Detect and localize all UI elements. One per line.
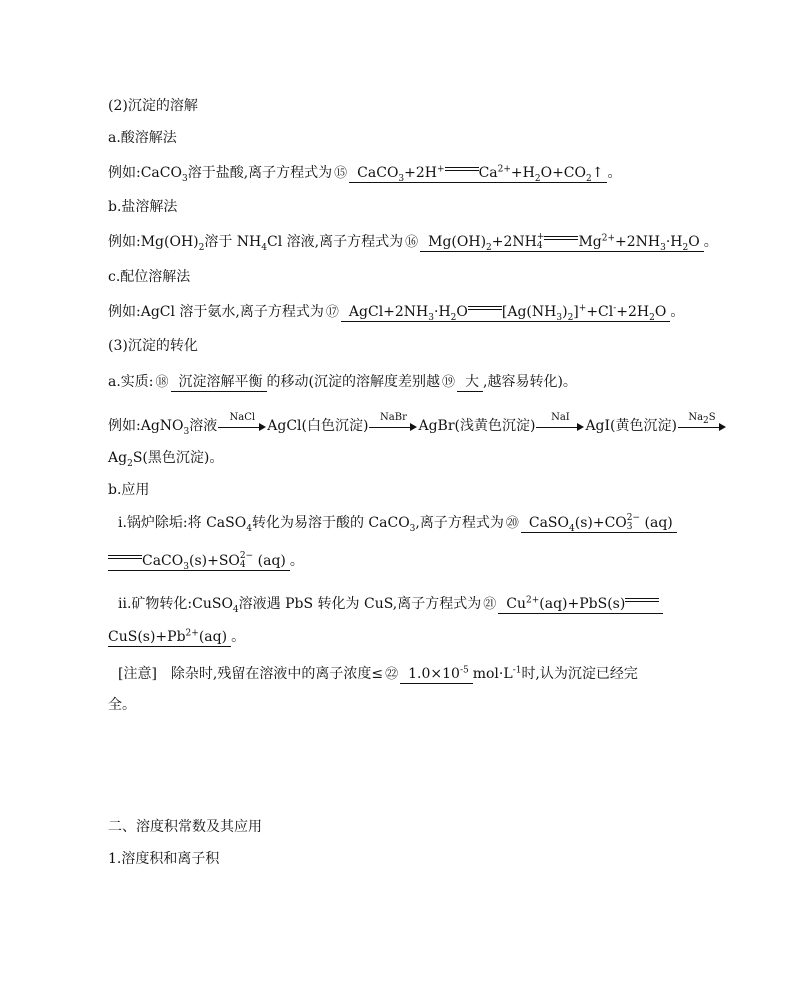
marker-16: ⑯ bbox=[405, 235, 419, 250]
marker-19: ⑲ bbox=[442, 375, 456, 390]
answer-20-part1: CaSO$_4$(s)+CO2− 3 (aq) bbox=[521, 514, 677, 533]
application-title: b.应用 bbox=[108, 482, 150, 498]
mineral-conversion-line1: ⅱ.矿物转化:CuSO$_4$溶液遇 PbS 转化为 CuS,离子方程式为 ㉑ $Cu^{2+}(aq)+PbS(s)$ bbox=[118, 594, 663, 615]
salt-dissolution-title: b.盐溶解法 bbox=[108, 199, 178, 215]
mineral-conversion-line2: $CuS(s)+Pb^{2+}(aq)$ 。 bbox=[108, 628, 246, 645]
answer-18: 沉淀溶解平衡 bbox=[171, 373, 267, 392]
answer-16: $Mg(OH)_2+2NH+$ 4 $Mg^{2+}+2NH_3\cdot H_2O$ bbox=[420, 233, 704, 252]
marker-21: ㉑ bbox=[483, 597, 497, 612]
marker-20: ⑳ bbox=[505, 516, 519, 531]
marker-15: ⑮ bbox=[334, 166, 348, 181]
answer-15: CaCO$_3$+2H+ $Ca^{2+}+H_2O+CO_2↑$ bbox=[349, 164, 607, 183]
marker-18: ⑱ bbox=[155, 375, 169, 390]
reaction-arrow-na2s: $Na_2S$ bbox=[678, 418, 726, 432]
acid-dissolution-title: a.酸溶解法 bbox=[108, 130, 177, 146]
coordination-example: 例如:AgCl 溶于氨水,离子方程式为 ⑰ $AgCl+2NH_3\cdot H_2O$ $[Ag(NH_3)_2]^++Cl^-+2H_2O$ 。 bbox=[108, 303, 685, 323]
marker-22: ㉒ bbox=[385, 667, 399, 682]
marker-17: ⑰ bbox=[325, 305, 339, 320]
salt-example: 例如$:Mg(OH)_2$溶于 $NH_4Cl$ 溶液,离子方程式为 ⑯ $Mg(OH)_2+2NH+$ 4 $Mg^{2+}+2NH_3\cdot H_2O$ 。 bbox=[108, 232, 718, 253]
acid-example: 例如:CaCO$_3$溶于盐酸,离子方程式为 ⑮ CaCO$_3$+2H+ $Ca^{2+}+H_2O+CO_2↑$ 。 bbox=[108, 164, 622, 184]
part-two-heading: 二、溶度积常数及其应用 bbox=[108, 819, 262, 835]
boiler-descaling-line1: ⅰ.锅炉除垢:将 CaSO$_4$转化为易溶于酸的 CaCO$_3$,离子方程式为 ⑳ CaSO$_4$(s)+CO2− 3 (aq) bbox=[118, 513, 677, 534]
conversion-example: 例如:AgNO$_3$溶液 NaCl AgCl(白色沉淀) NaBr AgBr(浅黄色沉淀) NaI AgI(黄色沉淀) $Na_2S$ bbox=[108, 416, 727, 436]
reaction-arrow-nabr: NaBr bbox=[369, 418, 417, 432]
answer-21-part1: $Cu^{2+}(aq)+PbS(s)$ bbox=[498, 595, 663, 614]
note-line1: [注意] 除杂时,残留在溶液中的离子浓度≤ ㉒ $1.0\times 10^{-5}$ $mol\cdot L^{-1}$时,认为沉淀已经完 bbox=[118, 664, 638, 685]
answer-21-part2: $CuS(s)+Pb^{2+}(aq)$ bbox=[108, 628, 231, 647]
answer-19: 大 bbox=[457, 373, 483, 392]
note-line2: 全。 bbox=[108, 697, 136, 713]
reaction-arrow-nai: NaI bbox=[536, 418, 584, 432]
section-heading-dissolution: (2)沉淀的溶解 bbox=[108, 98, 198, 114]
section-heading-conversion: (3)沉淀的转化 bbox=[108, 338, 198, 354]
essence-line: a.实质: ⑱ 沉淀溶解平衡 的移动(沉淀的溶解度差别越 ⑲ 大 ,越容易转化)。 bbox=[108, 372, 577, 393]
answer-22: $1.0\times 10^{-5}$ bbox=[400, 665, 473, 684]
coordination-dissolution-title: c.配位溶解法 bbox=[108, 269, 191, 285]
answer-20-part2: CaCO$_3$(s)+SO2− 4 (aq) bbox=[108, 552, 290, 571]
boiler-descaling-line2: CaCO$_3$(s)+SO2− 4 (aq) 。 bbox=[108, 551, 304, 571]
conversion-example-end: $Ag_2S$(黑色沉淀)。 bbox=[108, 450, 224, 469]
item-one-heading: 1.溶度积和离子积 bbox=[108, 851, 220, 867]
reaction-arrow-nacl: NaCl bbox=[218, 418, 266, 432]
answer-17: $AgCl+2NH_3\cdot H_2O$ $[Ag(NH_3)_2]^++Cl^-+2H_2O$ bbox=[341, 303, 670, 322]
